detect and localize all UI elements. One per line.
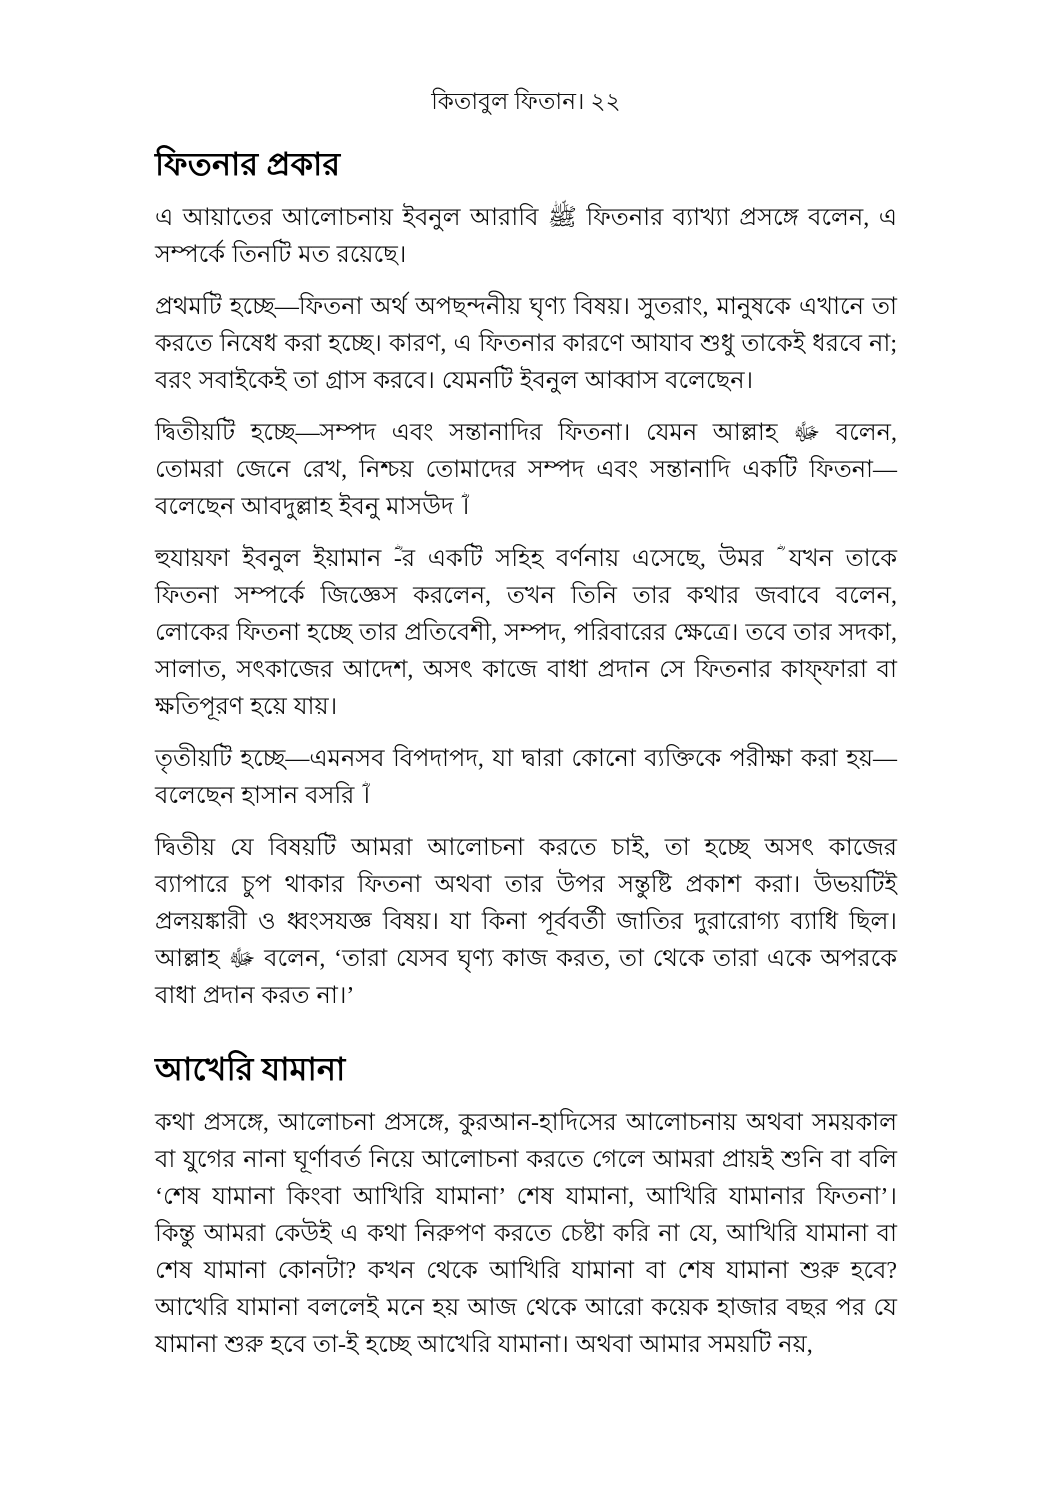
paragraph: হুযায়ফা ইবনুল ইয়ামান ؓ-র একটি সহিহ বর্ণনায় এসেছে, উমর ؓ যখন তাকে ফিতনা সম্পর্কে জিজ্ঞেস করলেন, তখন তিনি তার কথার জবাবে বলেন, লোকের ফিতনা হচ্ছে তার প্রতিবেশী, সম্পদ, পরিবারের ক্ষেত্রে। তবে তার সদকা, সালাত, সৎকাজের আদেশ, অসৎ কাজে বাধা প্রদান সে ফিতনার কাফ্ফারা বা ক্ষতিপূরণ হয়ে যায়।	[155, 546, 897, 720]
paragraph: এ আয়াতের আলোচনায় ইবনুল আরাবি ﷺ ফিতনার ব্যাখ্যা প্রসঙ্গে বলেন, এ সম্পর্কে তিনটি মত রয়েছে।	[155, 205, 897, 268]
paragraph: কথা প্রসঙ্গে, আলোচনা প্রসঙ্গে, কুরআন-হাদিসের আলোচনায় অথবা সময়কাল বা যুগের নানা ঘূর্ণাবর্ত নিয়ে আলোচনা করতে গেলে আমরা প্রায়ই শুনি বা বলি ‘শেষ যামানা কিংবা আখিরি যামানা’ শেষ যামানা, আখিরি যামানার ফিতনা’। কিন্তু আমরা কেউই এ কথা নিরুপণ করতে চেষ্টা করি না যে, আখিরি যামানা বা শেষ যামানা কোনটা? কখন থেকে আখিরি যামানা বা শেষ যামানা শুরু হবে? আখেরি যামানা বললেই মনে হয় আজ থেকে আরো কয়েক হাজার বছর পর যে যামানা শুরু হবে তা-ই হচ্ছে আখেরি যামানা। অথবা আমার সময়টি নয়,	[155, 1110, 897, 1358]
paragraph: প্রথমটি হচ্ছে—ফিতনা অর্থ অপছন্দনীয় ঘৃণ্য বিষয়। সুতরাং, মানুষকে এখানে তা করতে নিষেধ করা হচ্ছে। কারণ, এ ফিতনার কারণে আযাব শুধু তাকেই ধরবে না; বরং সবাইকেই তা গ্রাস করবে। যেমনটি ইবনুল আব্বাস বলেছেন।	[155, 294, 897, 394]
section-heading-akheri-zamana: আখেরি যামানা	[155, 1051, 346, 1087]
section-heading-fitnar-prokar: ফিতনার প্রকার	[155, 146, 341, 182]
section-akheri-zamana	[155, 1049, 897, 1364]
running-header: কিতাবুল ফিতান। ২২	[431, 89, 621, 114]
paragraph: তৃতীয়টি হচ্ছে—এমনসব বিপদাপদ, যা দ্বারা কোনো ব্যক্তিকে পরীক্ষা করা হয়—বলেছেন হাসান বসরি ؓ।	[155, 746, 897, 809]
section-fitnar-prokar	[155, 144, 897, 1015]
paragraph: দ্বিতীয়টি হচ্ছে—সম্পদ এবং সন্তানাদির ফিতনা। যেমন আল্লাহ ﷻ বলেন, তোমরা জেনে রেখ, নিশ্চয় তোমাদের সম্পদ এবং সন্তানাদি একটি ফিতনা—বলেছেন আবদুল্লাহ ইবনু মাসউদ ؓ।	[155, 420, 897, 520]
paragraph: দ্বিতীয় যে বিষয়টি আমরা আলোচনা করতে চাই, তা হচ্ছে অসৎ কাজের ব্যাপারে চুপ থাকার ফিতনা অথবা তার উপর সন্তুষ্টি প্রকাশ করা। উভয়টিই প্রলয়ঙ্কারী ও ধ্বংসযজ্ঞ বিষয়। যা কিনা পূর্ববর্তী জাতির দুরারোগ্য ব্যাধি ছিল। আল্লাহ ﷻ বলেন, ‘তারা যেসব ঘৃণ্য কাজ করত, তা থেকে তারা একে অপরকে বাধা প্রদান করত না।’	[155, 835, 897, 1009]
